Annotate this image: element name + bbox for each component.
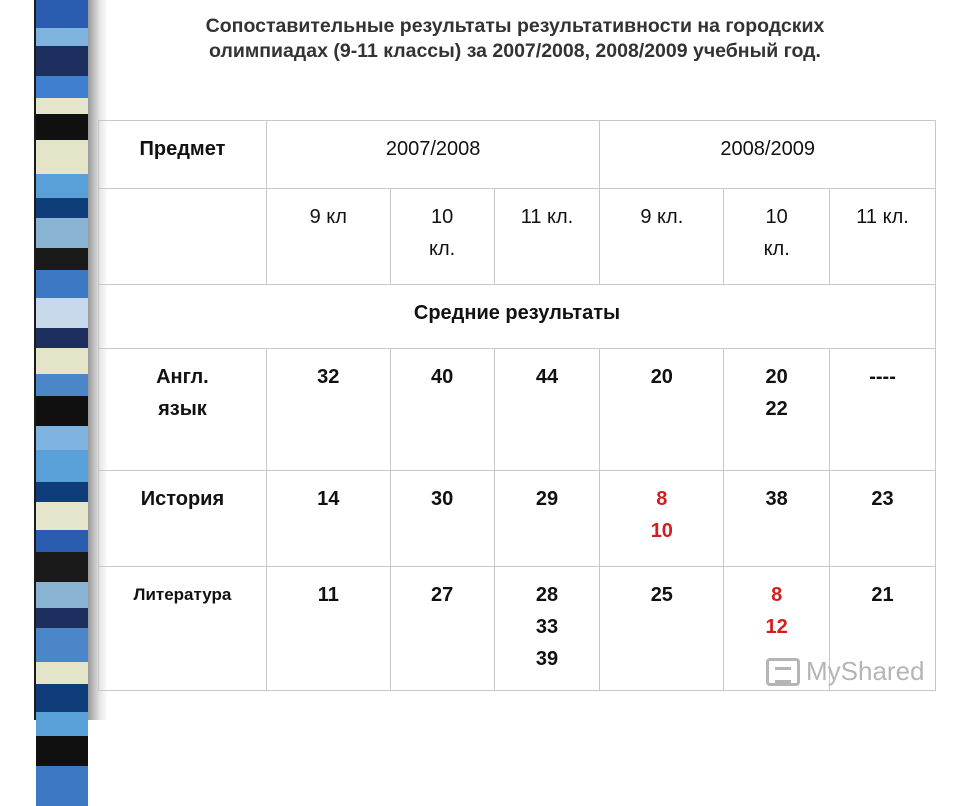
year-header-2008: 2008/2009 xyxy=(600,121,936,189)
grades-blank-cell xyxy=(99,189,267,285)
value: 8 xyxy=(771,584,783,606)
grade-label: 10 xyxy=(765,206,788,228)
value: 27 xyxy=(430,584,454,606)
grade-label: 10 xyxy=(430,206,454,228)
year-header-2007: 2007/2008 xyxy=(266,121,600,189)
value: 10 xyxy=(650,520,673,542)
value-cell xyxy=(390,567,494,691)
grade-cell xyxy=(494,189,600,285)
section-row xyxy=(99,285,936,349)
value-cell xyxy=(494,471,600,567)
subject-label: История xyxy=(140,488,225,510)
value-cell xyxy=(830,349,936,471)
value-cell xyxy=(724,471,830,567)
value-cell xyxy=(600,567,724,691)
grade-label: 9 кл. xyxy=(640,206,684,228)
table-row xyxy=(99,349,936,471)
grade-cell xyxy=(724,189,830,285)
value: 44 xyxy=(535,366,559,388)
value: 40 xyxy=(430,366,454,388)
value: 20 xyxy=(650,366,673,388)
value-cell xyxy=(724,349,830,471)
section-label: Средние результаты xyxy=(99,285,936,349)
value: 30 xyxy=(430,488,454,510)
value: ---- xyxy=(869,366,896,388)
grade-label: 11 кл. xyxy=(520,206,574,228)
value: 39 xyxy=(535,648,559,670)
value: 38 xyxy=(765,488,788,510)
value: 29 xyxy=(535,488,559,510)
value: 12 xyxy=(765,616,788,638)
grade-label: кл. xyxy=(429,238,456,260)
grade-cell xyxy=(390,189,494,285)
value: 33 xyxy=(535,616,559,638)
title-line-2: олимпиадах (9-11 классы) за 2007/2008, 2008/2009 учебный год. xyxy=(209,40,821,62)
title-line-1: Сопоставительные результаты результативности на городских xyxy=(205,15,825,37)
subject-cell xyxy=(99,471,267,567)
value: 28 xyxy=(535,584,559,606)
watermark xyxy=(766,656,925,687)
value-cell xyxy=(830,471,936,567)
value: 21 xyxy=(871,584,894,606)
subject-label: Англ. xyxy=(156,366,209,388)
value: 22 xyxy=(765,398,788,420)
subject-label: язык xyxy=(158,398,207,420)
value-cell xyxy=(494,349,600,471)
value: 25 xyxy=(650,584,673,606)
slide-title xyxy=(120,14,910,64)
header-row-grades xyxy=(99,189,936,285)
subject-label: Литература xyxy=(133,585,232,604)
value-cell-highlight xyxy=(600,471,724,567)
myshared-logo-icon xyxy=(766,658,800,686)
value: 23 xyxy=(871,488,894,510)
value: 14 xyxy=(317,488,340,510)
value: 11 xyxy=(317,584,339,606)
value: 20 xyxy=(765,366,788,388)
subject-cell xyxy=(99,567,267,691)
value-cell xyxy=(390,471,494,567)
watermark-text: MyShared xyxy=(806,656,925,686)
grade-label: 11 кл. xyxy=(856,206,909,228)
value: 8 xyxy=(656,488,668,510)
grade-label: 9 кл xyxy=(309,206,347,228)
subject-header: Предмет xyxy=(99,121,267,189)
header-row-years xyxy=(99,121,936,189)
value-cell xyxy=(494,567,600,691)
value-cell xyxy=(266,567,390,691)
grade-cell xyxy=(830,189,936,285)
results-table xyxy=(98,120,936,691)
value-cell xyxy=(266,471,390,567)
decorative-stripe-bar xyxy=(34,0,88,720)
grade-label: кл. xyxy=(763,238,790,260)
grade-cell xyxy=(266,189,390,285)
grade-cell xyxy=(600,189,724,285)
value: 32 xyxy=(317,366,340,388)
value-cell xyxy=(266,349,390,471)
table-row xyxy=(99,471,936,567)
value-cell xyxy=(600,349,724,471)
value-cell xyxy=(390,349,494,471)
subject-cell xyxy=(99,349,267,471)
